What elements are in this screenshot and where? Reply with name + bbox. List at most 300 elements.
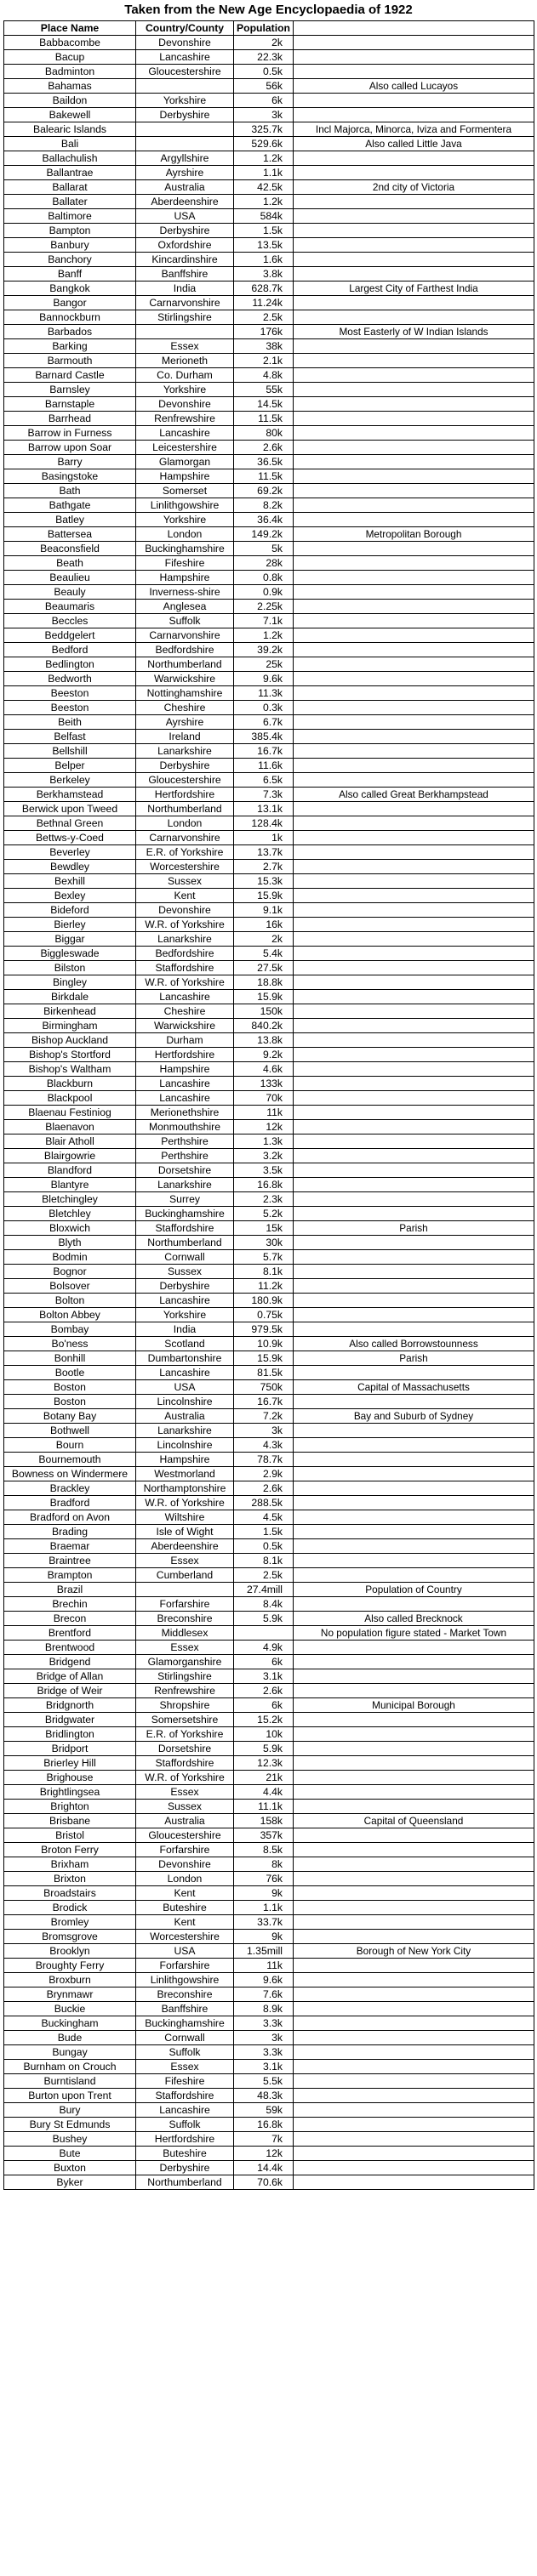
place-name-cell: Broton Ferry [4, 1843, 136, 1857]
county-cell: Hampshire [136, 1062, 234, 1077]
table-row [4, 2016, 534, 2031]
population-cell: 7.2k [234, 1409, 294, 1424]
population-cell: 38k [234, 339, 294, 354]
notes-cell: 2nd city of Victoria [294, 180, 534, 195]
population-cell: 11k [234, 1959, 294, 1973]
population-cell: 13.5k [234, 238, 294, 253]
notes-cell [294, 2002, 534, 2016]
notes-cell [294, 354, 534, 368]
table-row [4, 1539, 534, 1554]
notes-cell [294, 657, 534, 672]
county-cell: Fifeshire [136, 556, 234, 571]
place-name-cell: Bali [4, 137, 136, 151]
place-name-cell: Bangkok [4, 281, 136, 296]
population-cell: 1.2k [234, 195, 294, 209]
county-cell: Hampshire [136, 1453, 234, 1467]
table-row [4, 1380, 534, 1395]
table-row [4, 2147, 534, 2161]
place-name-cell: Bushey [4, 2132, 136, 2147]
table-row [4, 1409, 534, 1424]
notes-cell [294, 701, 534, 715]
notes-cell [294, 643, 534, 657]
place-name-cell: Brightlingsea [4, 1785, 136, 1800]
population-cell: 5.9k [234, 1742, 294, 1756]
header-country-county: Country/County [136, 21, 234, 36]
table-row [4, 1308, 534, 1322]
notes-cell [294, 975, 534, 990]
county-cell: Inverness-shire [136, 585, 234, 600]
place-name-cell: Beaulieu [4, 571, 136, 585]
population-cell: 10k [234, 1727, 294, 1742]
place-name-cell: Blaenau Festiniog [4, 1106, 136, 1120]
county-cell: E.R. of Yorkshire [136, 1727, 234, 1742]
place-name-cell: Brighouse [4, 1771, 136, 1785]
table-row [4, 1395, 534, 1409]
place-name-cell: Barrow in Furness [4, 426, 136, 441]
notes-cell [294, 961, 534, 975]
table-row [4, 990, 534, 1004]
county-cell: Buteshire [136, 2147, 234, 2161]
county-cell: Middlesex [136, 1626, 234, 1641]
notes-cell: Also called Great Berkhampstead [294, 788, 534, 802]
table-row [4, 845, 534, 860]
place-name-cell: Burnham on Crouch [4, 2060, 136, 2074]
notes-cell [294, 1163, 534, 1178]
notes-cell [294, 498, 534, 513]
notes-cell [294, 1655, 534, 1669]
county-cell [136, 325, 234, 339]
place-name-cell: Bierley [4, 918, 136, 932]
place-name-cell: Bloxwich [4, 1221, 136, 1236]
notes-cell: Also called Lucayos [294, 79, 534, 94]
county-cell: Dorsetshire [136, 1742, 234, 1756]
notes-cell [294, 1641, 534, 1655]
county-cell: Sussex [136, 1265, 234, 1279]
notes-cell [294, 1019, 534, 1033]
county-cell: Wiltshire [136, 1510, 234, 1525]
notes-cell [294, 1149, 534, 1163]
population-cell: 5.5k [234, 2074, 294, 2089]
notes-cell [294, 1192, 534, 1207]
population-cell: 81.5k [234, 1366, 294, 1380]
population-cell: 357k [234, 1828, 294, 1843]
county-cell: Worcestershire [136, 860, 234, 874]
population-cell: 15.9k [234, 990, 294, 1004]
table-row [4, 2132, 534, 2147]
county-cell: Essex [136, 1641, 234, 1655]
notes-cell: Incl Majorca, Minorca, Iviza and Formentera [294, 122, 534, 137]
notes-cell [294, 2045, 534, 2060]
notes-cell [294, 441, 534, 455]
table-row [4, 2045, 534, 2060]
population-cell: 56k [234, 79, 294, 94]
notes-cell [294, 759, 534, 773]
county-cell: Lancashire [136, 990, 234, 1004]
table-row [4, 65, 534, 79]
table-row [4, 1279, 534, 1294]
table-row [4, 628, 534, 643]
place-name-cell: Blackburn [4, 1077, 136, 1091]
notes-cell [294, 1727, 534, 1742]
county-cell: Co. Durham [136, 368, 234, 383]
table-row [4, 1641, 534, 1655]
county-cell: Ireland [136, 730, 234, 744]
table-row [4, 1265, 534, 1279]
notes-cell [294, 816, 534, 831]
table-row [4, 1322, 534, 1337]
county-cell [136, 137, 234, 151]
notes-cell: Also called Brecknock [294, 1612, 534, 1626]
county-cell: W.R. of Yorkshire [136, 975, 234, 990]
population-cell: 1.35mill [234, 1944, 294, 1959]
notes-cell [294, 874, 534, 889]
population-cell: 15.2k [234, 1713, 294, 1727]
county-cell: Buckinghamshire [136, 542, 234, 556]
notes-cell [294, 932, 534, 947]
county-cell: Australia [136, 180, 234, 195]
population-cell: 1.3k [234, 1134, 294, 1149]
place-name-cell: Broughty Ferry [4, 1959, 136, 1973]
place-name-cell: Bampton [4, 224, 136, 238]
place-name-cell: Babbacombe [4, 36, 136, 50]
county-cell: Argyllshire [136, 151, 234, 166]
place-name-cell: Boston [4, 1395, 136, 1409]
place-name-cell: Beith [4, 715, 136, 730]
table-row [4, 108, 534, 122]
table-row [4, 137, 534, 151]
county-cell: Staffordshire [136, 2089, 234, 2103]
population-cell: 1.5k [234, 224, 294, 238]
county-cell: Isle of Wight [136, 1525, 234, 1539]
county-cell: Gloucestershire [136, 1828, 234, 1843]
county-cell: Glamorganshire [136, 1655, 234, 1669]
notes-cell [294, 151, 534, 166]
population-cell: 22.3k [234, 50, 294, 65]
place-name-cell: Barry [4, 455, 136, 469]
table-row [4, 1901, 534, 1915]
notes-cell [294, 1308, 534, 1322]
place-name-cell: Bexhill [4, 874, 136, 889]
table-row [4, 831, 534, 845]
population-cell: 2.7k [234, 860, 294, 874]
county-cell: Shropshire [136, 1698, 234, 1713]
table-row [4, 1091, 534, 1106]
place-name-cell: Bromsgrove [4, 1930, 136, 1944]
table-row [4, 759, 534, 773]
population-cell: 529.6k [234, 137, 294, 151]
table-row [4, 556, 534, 571]
table-row [4, 426, 534, 441]
place-name-cell: Bury St Edmunds [4, 2118, 136, 2132]
place-name-cell: Berkeley [4, 773, 136, 788]
place-name-cell: Birkenhead [4, 1004, 136, 1019]
county-cell: Australia [136, 1409, 234, 1424]
place-name-cell: Bedlington [4, 657, 136, 672]
population-cell: 5.4k [234, 947, 294, 961]
place-name-cell: Bury [4, 2103, 136, 2118]
place-name-cell: Bolton Abbey [4, 1308, 136, 1322]
notes-cell [294, 195, 534, 209]
population-cell: 6.5k [234, 773, 294, 788]
population-cell: 69.2k [234, 484, 294, 498]
notes-cell [294, 600, 534, 614]
population-cell: 9k [234, 1930, 294, 1944]
county-cell: Australia [136, 1814, 234, 1828]
county-cell: W.R. of Yorkshire [136, 1496, 234, 1510]
table-row [4, 701, 534, 715]
table-row [4, 1467, 534, 1481]
county-cell: Banffshire [136, 2002, 234, 2016]
place-name-cell: Bingley [4, 975, 136, 990]
table-row [4, 585, 534, 600]
county-cell: Northumberland [136, 1236, 234, 1250]
table-row [4, 122, 534, 137]
place-name-cell: Bedford [4, 643, 136, 657]
notes-cell [294, 1207, 534, 1221]
population-cell: 2.1k [234, 354, 294, 368]
population-cell: 3.3k [234, 2016, 294, 2031]
place-name-cell: Blandford [4, 1163, 136, 1178]
table-row [4, 1959, 534, 1973]
notes-cell [294, 802, 534, 816]
place-name-cell: Brierley Hill [4, 1756, 136, 1771]
county-cell: Buckinghamshire [136, 2016, 234, 2031]
table-row [4, 1134, 534, 1149]
table-row [4, 918, 534, 932]
notes-cell [294, 1857, 534, 1872]
notes-cell [294, 253, 534, 267]
notes-cell: Borough of New York City [294, 1944, 534, 1959]
notes-cell: Also called Little Java [294, 137, 534, 151]
place-name-cell: Byker [4, 2175, 136, 2190]
county-cell: Banffshire [136, 267, 234, 281]
table-row [4, 1583, 534, 1597]
place-name-cell: Bishop's Waltham [4, 1062, 136, 1077]
notes-cell [294, 1901, 534, 1915]
table-row [4, 889, 534, 903]
population-cell: 11.1k [234, 1800, 294, 1814]
population-cell: 4.6k [234, 1062, 294, 1077]
table-row [4, 975, 534, 990]
population-cell: 5.7k [234, 1250, 294, 1265]
population-cell: 11.3k [234, 686, 294, 701]
table-row [4, 2103, 534, 2118]
notes-cell [294, 1077, 534, 1091]
place-name-cell: Blantyre [4, 1178, 136, 1192]
population-cell: 7.6k [234, 1987, 294, 2002]
population-cell: 0.75k [234, 1308, 294, 1322]
table-row [4, 672, 534, 686]
population-cell: 15.3k [234, 874, 294, 889]
county-cell: Dorsetshire [136, 1163, 234, 1178]
notes-cell [294, 860, 534, 874]
table-row [4, 441, 534, 455]
notes-cell: Parish [294, 1221, 534, 1236]
county-cell: Gloucestershire [136, 65, 234, 79]
population-cell: 8.1k [234, 1554, 294, 1568]
population-cell: 76k [234, 1872, 294, 1886]
place-name-cell: Beauly [4, 585, 136, 600]
place-name-cell: Bideford [4, 903, 136, 918]
table-row [4, 1756, 534, 1771]
county-cell: Ayrshire [136, 715, 234, 730]
population-cell: 6.7k [234, 715, 294, 730]
county-cell: Dumbartonshire [136, 1351, 234, 1366]
place-name-cell: Burntisland [4, 2074, 136, 2089]
notes-cell [294, 571, 534, 585]
notes-cell [294, 831, 534, 845]
notes-cell [294, 469, 534, 484]
notes-cell [294, 1843, 534, 1857]
county-cell: Renfrewshire [136, 1684, 234, 1698]
table-row [4, 686, 534, 701]
population-cell: 2.6k [234, 1684, 294, 1698]
population-cell: 2.5k [234, 310, 294, 325]
table-row [4, 253, 534, 267]
table-row [4, 513, 534, 527]
population-cell: 4.5k [234, 1510, 294, 1525]
notes-cell [294, 1178, 534, 1192]
notes-cell [294, 1828, 534, 1843]
table-row [4, 1930, 534, 1944]
county-cell: Cornwall [136, 2031, 234, 2045]
place-name-cell: Bathgate [4, 498, 136, 513]
place-name-cell: Brixham [4, 1857, 136, 1872]
notes-cell [294, 484, 534, 498]
place-name-cell: Bedworth [4, 672, 136, 686]
county-cell: Lancashire [136, 1091, 234, 1106]
population-cell: 2.5k [234, 1568, 294, 1583]
table-row [4, 1294, 534, 1308]
place-name-cell: Brooklyn [4, 1944, 136, 1959]
table-row [4, 1973, 534, 1987]
notes-cell [294, 1294, 534, 1308]
population-cell: 55k [234, 383, 294, 397]
place-name-cell: Bromley [4, 1915, 136, 1930]
notes-cell [294, 1930, 534, 1944]
county-cell: Lancashire [136, 1077, 234, 1091]
county-cell: Essex [136, 2060, 234, 2074]
table-row [4, 1120, 534, 1134]
table-row [4, 368, 534, 383]
county-cell: Northumberland [136, 2175, 234, 2190]
county-cell: W.R. of Yorkshire [136, 1771, 234, 1785]
population-cell: 4.9k [234, 1641, 294, 1655]
place-name-cell: Blaenavon [4, 1120, 136, 1134]
table-row [4, 151, 534, 166]
population-cell: 12k [234, 2147, 294, 2161]
county-cell: Buteshire [136, 1901, 234, 1915]
notes-cell [294, 1265, 534, 1279]
table-row [4, 296, 534, 310]
table-row [4, 1236, 534, 1250]
population-cell: 8.1k [234, 1265, 294, 1279]
notes-cell [294, 1496, 534, 1510]
county-cell: Durham [136, 1033, 234, 1048]
place-name-cell: Bristol [4, 1828, 136, 1843]
county-cell: Oxfordshire [136, 238, 234, 253]
notes-cell [294, 94, 534, 108]
table-row [4, 1872, 534, 1886]
population-cell: 9.6k [234, 1973, 294, 1987]
population-cell: 1.1k [234, 1901, 294, 1915]
place-name-cell: Beddgelert [4, 628, 136, 643]
county-cell: Staffordshire [136, 961, 234, 975]
place-name-cell: Brynmawr [4, 1987, 136, 2002]
population-cell: 0.3k [234, 701, 294, 715]
county-cell: Essex [136, 1785, 234, 1800]
table-row [4, 1337, 534, 1351]
notes-cell [294, 889, 534, 903]
table-row [4, 209, 534, 224]
county-cell: Kincardinshire [136, 253, 234, 267]
place-name-cell: Bradford on Avon [4, 1510, 136, 1525]
place-name-cell: Botany Bay [4, 1409, 136, 1424]
table-row [4, 1510, 534, 1525]
population-cell: 0.9k [234, 585, 294, 600]
table-row [4, 281, 534, 296]
population-cell: 158k [234, 1814, 294, 1828]
place-name-cell: Basingstoke [4, 469, 136, 484]
county-cell: Worcestershire [136, 1930, 234, 1944]
population-cell: 11.5k [234, 469, 294, 484]
population-cell: 979.5k [234, 1322, 294, 1337]
notes-cell [294, 1886, 534, 1901]
table-row [4, 1684, 534, 1698]
county-cell: Cheshire [136, 701, 234, 715]
county-cell: Nottinghamshire [136, 686, 234, 701]
place-name-cell: Bacup [4, 50, 136, 65]
place-name-cell: Brackley [4, 1481, 136, 1496]
place-name-cell: Broxburn [4, 1973, 136, 1987]
table-row [4, 1062, 534, 1077]
notes-cell [294, 1915, 534, 1930]
table-row [4, 715, 534, 730]
population-cell: 7.3k [234, 788, 294, 802]
county-cell: Merioneth [136, 354, 234, 368]
county-cell: Merionethshire [136, 1106, 234, 1120]
notes-cell [294, 1510, 534, 1525]
population-cell: 8k [234, 1857, 294, 1872]
table-row [4, 1033, 534, 1048]
header-population: Population [234, 21, 294, 36]
table-row [4, 802, 534, 816]
table-row [4, 744, 534, 759]
population-cell: 176k [234, 325, 294, 339]
county-cell: Kent [136, 1915, 234, 1930]
notes-cell [294, 50, 534, 65]
place-name-cell: Braintree [4, 1554, 136, 1568]
population-cell: 325.7k [234, 122, 294, 137]
place-name-cell: Birmingham [4, 1019, 136, 1033]
county-cell: Westmorland [136, 1467, 234, 1481]
table-row [4, 657, 534, 672]
notes-cell [294, 730, 534, 744]
population-cell: 36.4k [234, 513, 294, 527]
notes-cell [294, 773, 534, 788]
table-row [4, 1048, 534, 1062]
population-cell: 12.3k [234, 1756, 294, 1771]
place-name-cell: Bournemouth [4, 1453, 136, 1467]
notes-cell [294, 2147, 534, 2161]
county-cell: Cornwall [136, 1250, 234, 1265]
place-name-cell: Badminton [4, 65, 136, 79]
notes-cell [294, 715, 534, 730]
population-cell: 2k [234, 932, 294, 947]
table-row [4, 1149, 534, 1163]
place-name-cell: Batley [4, 513, 136, 527]
table-row [4, 1987, 534, 2002]
